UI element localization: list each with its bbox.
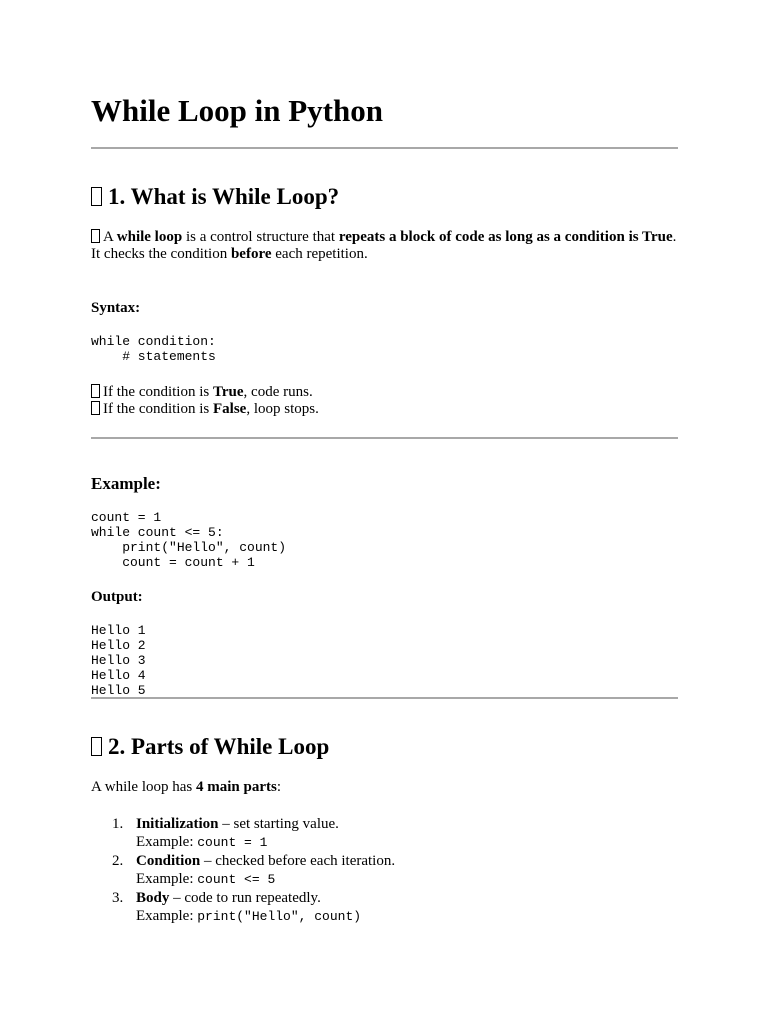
intro-prefix: A [103,229,114,245]
list-item [91,889,395,926]
intro-end: . [672,229,677,245]
list-item [91,852,395,889]
box-glyph-icon [91,229,100,243]
box-glyph-icon [91,187,102,206]
box-glyph-icon [91,737,102,756]
list-item-number: 3. [112,890,124,906]
section2-intro [91,779,678,796]
list-item-number: 2. [112,853,124,869]
page-title: While Loop in Python [91,93,383,128]
true-note-suffix: , code runs. [243,384,313,400]
line2-emphasis: before [230,246,272,262]
part-desc: – checked before each iteration. [203,853,396,869]
list-item [91,815,395,852]
section1-intro [91,229,678,263]
section2-intro-emphasis: 4 main parts [196,779,277,795]
parts-list [91,815,395,926]
part-example-code: count = 1 [197,835,268,850]
true-note-emphasis: True [212,384,244,400]
syntax-code-block: while condition: # statements [91,334,216,364]
part-example-code: print("Hello", count) [197,909,362,924]
false-note-emphasis: False [212,401,247,417]
output-label: Output: [91,589,143,605]
box-glyph-icon [91,401,100,415]
divider-1 [91,147,678,149]
box-glyph-icon [91,384,100,398]
false-note-suffix: , loop stops. [246,401,319,417]
part-desc: – code to run repeatedly. [173,890,321,906]
section2-heading [91,733,329,761]
divider-2 [91,437,678,439]
intro-emphasis: repeats a block of code as long as a condition is True [338,229,673,245]
part-name: Condition [136,853,201,869]
part-desc: – set starting value. [222,816,339,832]
syntax-label: Syntax: [91,300,141,316]
intro-term: while loop [116,229,183,245]
part-example-code: count <= 5 [197,872,276,887]
section2-intro-prefix: A while loop has [91,779,193,795]
line2-suffix: each repetition. [275,246,368,262]
intro-mid: is a control structure that [185,229,336,245]
true-note-prefix: If the condition is [103,384,210,400]
part-example-label: Example: [136,908,194,924]
false-note-prefix: If the condition is [103,401,210,417]
condition-notes [91,384,678,418]
part-example-label: Example: [136,834,194,850]
example-code-block: count = 1 while count <= 5: print("Hello", count) count = count + 1 [91,510,287,570]
part-name: Initialization [136,816,219,832]
list-item-number: 1. [112,816,124,832]
example-label: Example: [91,474,161,493]
part-name: Body [136,890,170,906]
section2-intro-suffix: : [276,779,282,795]
section1-heading-text: 1. What is While Loop? [108,184,340,209]
line2-prefix: It checks the condition [91,246,228,262]
output-code-block: Hello 1 Hello 2 Hello 3 Hello 4 Hello 5 [91,623,146,698]
section2-heading-text: 2. Parts of While Loop [108,734,330,759]
part-example-label: Example: [136,871,194,887]
section1-heading [91,183,339,211]
divider-3 [91,697,678,699]
